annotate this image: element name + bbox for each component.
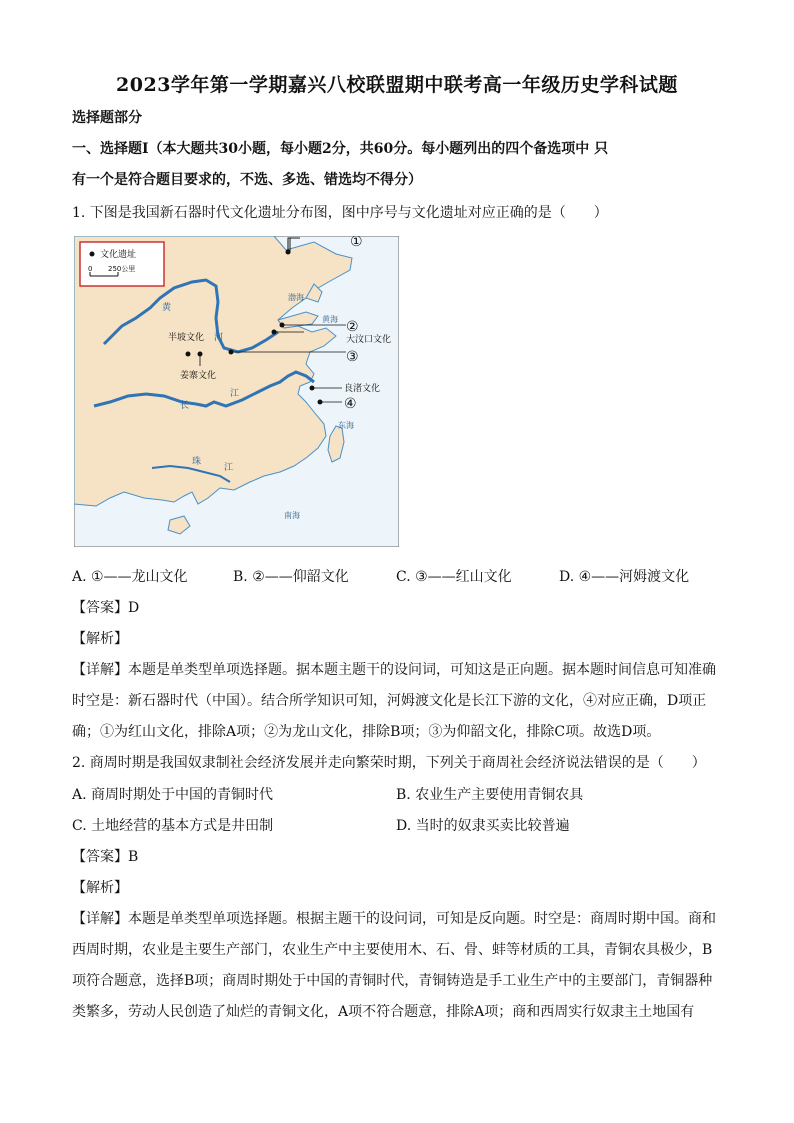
question-2-stem: 2. 商周时期是我国奴隶制社会经济发展并走向繁荣时期，下列关于商周社会经济说法错误的是（ ） bbox=[72, 755, 706, 771]
q2-detail-line-4: 类繁多，劳动人民创造了灿烂的青铜文化，A项不符合题意，排除A项；商和西周实行奴隶主土地国有 bbox=[72, 1004, 695, 1020]
site-number-3: ③ bbox=[346, 349, 359, 365]
q1-option-b: B. ②——仰韶文化 bbox=[233, 569, 349, 585]
q2-detail-line-1: 【详解】本题是单类型单项选择题。根据主题干的设问词，可知是反向题。时空是：商周时期中国。商和 bbox=[72, 911, 716, 927]
site-number-1: ① bbox=[350, 236, 363, 250]
q2-detail-line-3: 项符合题意，选择B项；商周时期处于中国的青铜时代，青铜铸造是手工业生产中的主要部门，青铜器种 bbox=[72, 973, 713, 989]
section-heading: 选择题部分 bbox=[72, 110, 142, 126]
river-label-jiang: 江 bbox=[230, 389, 240, 399]
q1-detail-line-1: 【详解】本题是单类型单项选择题。据本题主题干的设问词，可知这是正向题。据本题时间信息可知准确 bbox=[72, 662, 716, 678]
river-label-zhu: 珠 bbox=[192, 457, 202, 467]
q1-option-c: C. ③——红山文化 bbox=[396, 569, 512, 585]
site-label-dawenkou: 大汶口文化 bbox=[346, 335, 392, 345]
nanhai-label: 南海 bbox=[284, 511, 300, 520]
instruction-line-1: 一、选择题Ⅰ（本大题共30小题，每小题2分，共60分。每小题列出的四个备选项中 只 bbox=[72, 141, 609, 157]
scale-label: 250公里 bbox=[108, 265, 136, 273]
legend-site-dot bbox=[90, 252, 95, 257]
river-label-zhujiang: 江 bbox=[224, 463, 234, 473]
legend-title: 文化遗址 bbox=[100, 250, 137, 260]
site-label-liangzhu: 良渚文化 bbox=[344, 384, 381, 394]
q1-detail-line-3: 确；①为红山文化，排除A项；②为龙山文化，排除B项；③为仰韶文化，排除C项。故选D项。 bbox=[72, 724, 661, 740]
q2-option-c: C. 土地经营的基本方式是井田制 bbox=[72, 818, 274, 834]
river-label-chang: 长 bbox=[180, 401, 190, 411]
q2-option-a: A. 商周时期处于中国的青铜时代 bbox=[72, 787, 274, 803]
q1-answer: 【答案】D bbox=[72, 600, 140, 616]
donghai-label: 东海 bbox=[338, 421, 354, 430]
river-label-he: 河 bbox=[214, 333, 224, 343]
bohai-label: 渤海 bbox=[288, 293, 304, 302]
q1-detail bbox=[72, 655, 720, 748]
huanghai-label: 黄海 bbox=[322, 315, 338, 324]
site-banpo-dot bbox=[186, 352, 191, 357]
q1-option-d: D. ④——河姆渡文化 bbox=[559, 569, 690, 585]
q2-detail-line-2: 西周时期，农业是主要生产部门，农业生产中主要使用木、石、骨、蚌等材质的工具，青铜农具极少，B bbox=[72, 942, 713, 958]
q2-detail bbox=[72, 904, 720, 1028]
q2-option-d: D. 当时的奴隶买卖比较普遍 bbox=[396, 818, 570, 834]
site-label-jiangzhai: 姜寨文化 bbox=[180, 371, 217, 381]
q1-option-a: A. ①——龙山文化 bbox=[72, 569, 188, 585]
river-label-huang: 黄 bbox=[162, 303, 172, 313]
site-label-banpo: 半坡文化 bbox=[168, 333, 205, 343]
instruction-line-2: 有一个是符合题目要求的，不选、多选、错选均不得分） bbox=[72, 172, 422, 188]
site-number-2: ② bbox=[346, 319, 359, 335]
scale-zero: 0 bbox=[88, 265, 93, 273]
neolithic-sites-map bbox=[74, 236, 399, 547]
question-1-stem: 1. 下图是我国新石器时代文化遗址分布图，图中序号与文化遗址对应正确的是（ ） bbox=[72, 205, 608, 221]
site-number-4: ④ bbox=[344, 396, 357, 412]
q2-analysis-label: 【解析】 bbox=[72, 880, 128, 896]
page-title: 2023学年第一学期嘉兴八校联盟期中联考高一年级历史学科试题 bbox=[116, 74, 678, 96]
q1-analysis-label: 【解析】 bbox=[72, 631, 128, 647]
q2-option-b: B. 农业生产主要使用青铜农具 bbox=[396, 787, 584, 803]
q2-answer: 【答案】B bbox=[72, 849, 139, 865]
map-legend bbox=[80, 242, 164, 286]
q1-detail-line-2: 时空是：新石器时代（中国）。结合所学知识可知，河姆渡文化是长江下游的文化，④对应正确，D项正 bbox=[72, 693, 707, 709]
